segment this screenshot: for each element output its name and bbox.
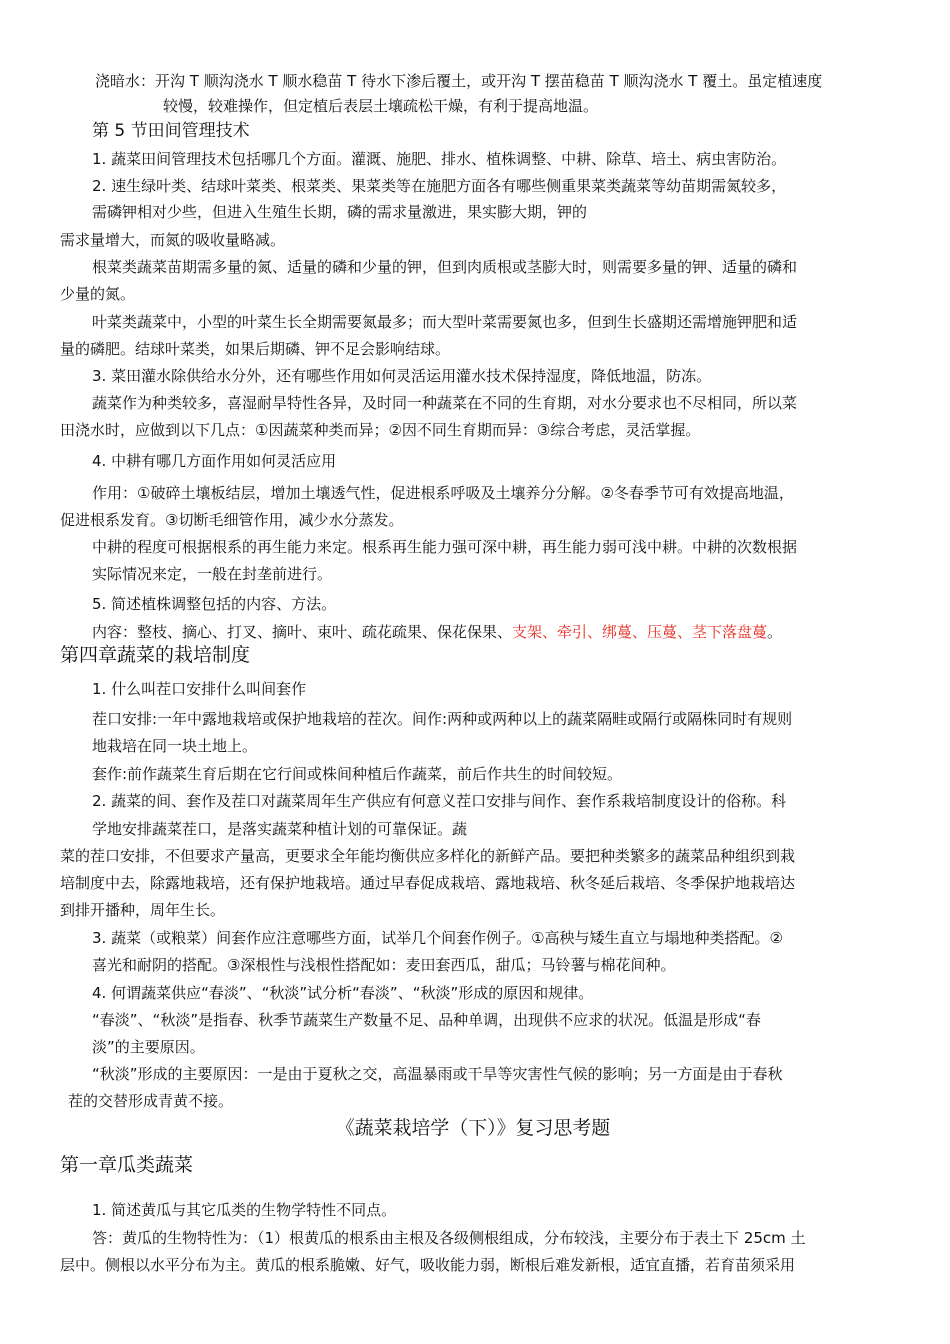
text-line: 蔬菜作为种类较多，喜湿耐旱特性各异，及时同一种蔬菜在不同的生育期，对水分要求也不尽相同，所以菜 <box>92 394 798 412</box>
text-line: 促进根系发育。③切断毛细管作用，减少水分蒸发。 <box>60 511 404 529</box>
text-line: 菜的茬口安排，不但要求产量高，更要求全年能均衡供应多样化的新鲜产品。要把种类繁多的蔬菜品种组织到栽 <box>60 847 796 865</box>
text-line: 3. 菜田灌水除供给水分外，还有哪些作用如何灵活运用灌水技术保持湿度，降低地温，防冻。 <box>92 367 712 385</box>
section-heading: 第 5 节田间管理技术 <box>92 121 250 141</box>
text-line: 到排开播种，周年生长。 <box>60 901 226 919</box>
text-line: 作用：①破碎土壤板结层，增加土壤透气性，促进根系呼吸及土壤养分分解。②冬春季节可有效提高地温， <box>92 484 794 502</box>
text-line: 层中。侧根以水平分布为主。黄瓜的根系脆嫩、好气，吸收能力弱，断根后难发新根，适宜直播，若育苗须采用 <box>60 1256 796 1274</box>
text-line: 中耕的程度可根据根系的再生能力来定。根系再生能力强可深中耕，再生能力弱可浅中耕。中耕的次数根据 <box>92 538 798 556</box>
text-line: 4. 中耕有哪几方面作用如何灵活应用 <box>92 452 337 470</box>
text-span: 。 <box>767 623 783 641</box>
text-line: 叶菜类蔬菜中，小型的叶菜生长全期需要氮最多；而大型叶菜需要氮也多，但到生长盛期还需增施钾肥和适 <box>92 313 798 331</box>
chapter-heading: 第四章蔬菜的栽培制度 <box>60 644 251 666</box>
text-line: “春淡”、“秋淡”是指春、秋季节蔬菜生产数量不足、品种单调，出现供不应求的状况。低温是形成“春 <box>92 1011 761 1029</box>
text-line: 2. 速生绿叶类、结球叶菜类、根菜类、果菜类等在施肥方面各有哪些侧重果菜类蔬菜等幼苗期需氮较多， <box>92 177 787 195</box>
text-line: 需磷钾相对少些，但进入生殖生长期，磷的需求量激进，果实膨大期，钾的 <box>92 203 588 221</box>
text-line: 茬的交替形成青黄不接。 <box>68 1092 234 1110</box>
chapter-heading: 第一章瓜类蔬菜 <box>60 1154 194 1176</box>
text-line: “秋淡”形成的主要原因：一是由于夏秋之交，高温暴雨或干旱等灾害性气候的影响；另一方面是由于春秋 <box>92 1065 783 1083</box>
text-line <box>92 621 782 643</box>
text-line: 根菜类蔬菜苗期需多量的氮、适量的磷和少量的钾，但到肉质根或茎膨大时，则需要多量的钾、适量的磷和 <box>92 258 798 276</box>
text-line: 1. 蔬菜田间管理技术包括哪几个方面。灌溉、施肥、排水、植株调整、中耕、除草、培土、病虫害防治。 <box>92 150 787 168</box>
text-line: 2. 蔬菜的间、套作及茬口对蔬菜周年生产供应有何意义茬口安排与间作、套作系栽培制度设计的俗称。科 <box>92 792 787 810</box>
text-line: 田浇水时，应做到以下几点：①因蔬菜种类而异；②因不同生育期而异：③综合考虑，灵活掌握。 <box>60 421 701 439</box>
text-line: 4. 何谓蔬菜供应“春淡”、“秋淡”试分析“春淡”、“秋淡”形成的原因和规律。 <box>92 984 594 1002</box>
text-line: 浇暗水：开沟 T 顺沟浇水 T 顺水稳苗 T 待水下渗后覆土，或开沟 T 摆苗稳苗 T 顺沟浇水 T 覆土。虽定植速度 <box>95 72 823 90</box>
text-line: 少量的氮。 <box>60 285 136 303</box>
document-title: 《蔬菜栽培学（下）》复习思考题 <box>335 1117 611 1139</box>
text-line: 喜光和耐阴的搭配。③深根性与浅根性搭配如：麦田套西瓜，甜瓜；马铃薯与棉花间种。 <box>92 956 676 974</box>
text-line: 茬口安排:一年中露地栽培或保护地栽培的茬次。间作:两种或两种以上的蔬菜隔畦或隔行或隔株同时有规则 <box>92 710 793 728</box>
text-line: 量的磷肥。结球叶菜类，如果后期磷、钾不足会影响结球。 <box>60 340 451 358</box>
text-line: 淡”的主要原因。 <box>92 1038 205 1056</box>
text-line: 3. 蔬菜（或粮菜）间套作应注意哪些方面，试举几个间套作例子。①高秧与矮生直立与塌地种类搭配。② <box>92 929 783 947</box>
text-line: 答：黄瓜的生物特性为：（1）根黄瓜的根系由主根及各级侧根组成，分布较浅，主要分布于表土下 25cm 土 <box>92 1229 806 1247</box>
text-line: 较慢，较难操作，但定植后表层土壤疏松干燥，有利于提高地温。 <box>163 97 599 115</box>
text-span: 内容：整枝、摘心、打叉、摘叶、束叶、疏花疏果、保花保果、 <box>92 623 513 641</box>
text-line: 套作:前作蔬菜生育后期在它行间或株间种植后作蔬菜，前后作共生的时间较短。 <box>92 765 623 783</box>
text-line: 需求量增大，而氮的吸收量略减。 <box>60 231 286 249</box>
text-line: 地栽培在同一块土地上。 <box>92 737 258 755</box>
text-line: 实际情况来定，一般在封垄前进行。 <box>92 565 333 583</box>
highlighted-text: 支架、牵引、绑蔓、压蔓、茎下落盘蔓 <box>512 623 768 641</box>
text-line: 1. 简述黄瓜与其它瓜类的生物学特性不同点。 <box>92 1201 397 1219</box>
text-line: 培制度中去，除露地栽培，还有保护地栽培。通过早春促成栽培、露地栽培、秋冬延后栽培、冬季保护地栽培达 <box>60 874 796 892</box>
text-line: 学地安排蔬菜茬口，是落实蔬菜种植计划的可靠保证。蔬 <box>92 820 468 838</box>
text-line: 1. 什么叫茬口安排什么叫间套作 <box>92 680 307 698</box>
text-line: 5. 简述植株调整包括的内容、方法。 <box>92 595 337 613</box>
